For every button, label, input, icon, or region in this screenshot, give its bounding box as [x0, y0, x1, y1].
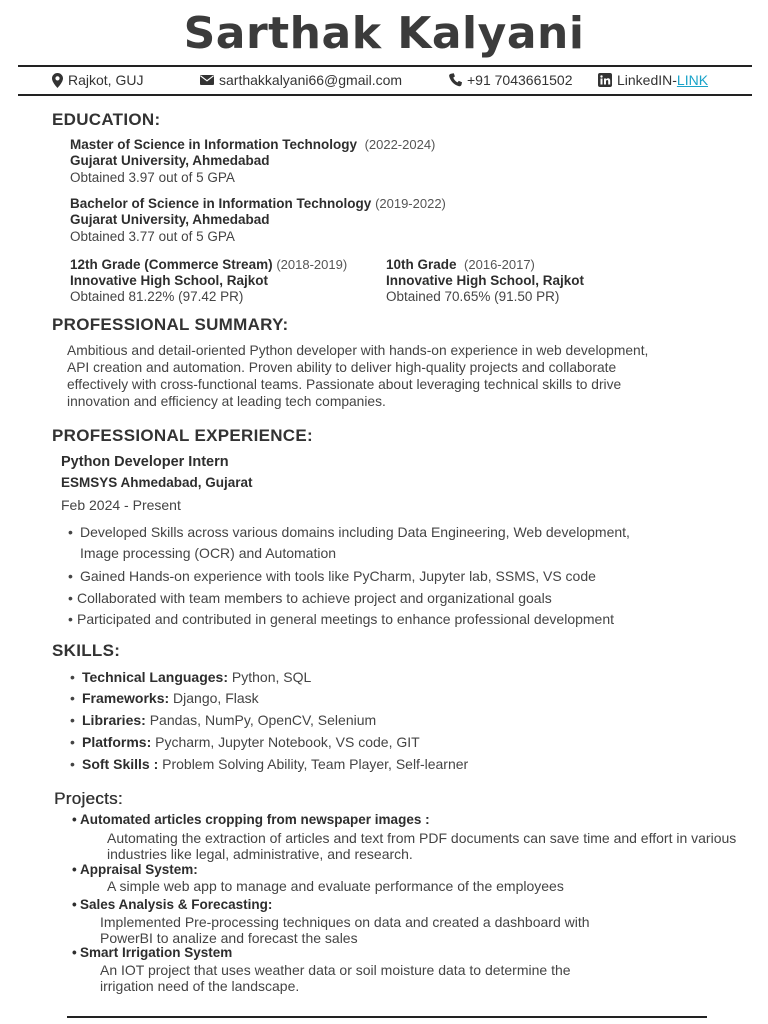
education-school-10th: Innovative High School, Rajkot — [386, 273, 585, 288]
experience-heading: PROFESSIONAL EXPERIENCE: — [52, 426, 313, 445]
skill-item: • Libraries: Pandas, NumPy, OpenCV, Selenium — [70, 712, 377, 728]
header-bottom-rule — [18, 94, 752, 96]
education-degree-10th: 10th Grade (2016-2017) — [386, 257, 535, 272]
location-pin-icon — [52, 73, 63, 88]
header-top-rule — [18, 65, 752, 67]
experience-bullet: • Developed Skills across various domains including Data Engineering, Web development, — [68, 524, 630, 540]
project-title: • Automated articles cropping from newspaper images : — [72, 812, 430, 827]
experience-bullet-continued: Image processing (OCR) and Automation — [80, 545, 337, 561]
linkedin-label: LinkedIN- — [617, 72, 677, 88]
education-heading: EDUCATION: — [52, 110, 161, 129]
education-score-12th: Obtained 81.22% (97.42 PR) — [70, 289, 244, 304]
project-description: Automating the extraction of articles and text from PDF documents can save time and effort in various industries like legal, administrative, and research. — [107, 830, 737, 862]
experience-bullet: • Gained Hands-on experience with tools like PyCharm, Jupyter lab, SSMS, VS code — [68, 568, 596, 584]
phone-text: +91 7043661502 — [467, 72, 573, 88]
experience-company: ESMSYS Ahmedabad, Gujarat — [61, 475, 253, 490]
contact-linkedin — [598, 72, 708, 88]
education-degree-12th: 12th Grade (Commerce Stream) (2018-2019) — [70, 257, 348, 272]
phone-icon — [449, 73, 462, 87]
envelope-icon — [200, 75, 214, 85]
education-score-bsc: Obtained 3.77 out of 5 GPA — [70, 229, 235, 244]
skill-item: • Platforms: Pycharm, Jupyter Notebook, VS code, GIT — [70, 734, 420, 750]
email-text: sarthakkalyani66@gmail.com — [219, 72, 403, 88]
project-title: • Sales Analysis & Forecasting: — [72, 897, 273, 912]
candidate-name: Sarthak Kalyani — [183, 8, 585, 59]
education-school-bsc: Gujarat University, Ahmedabad — [70, 212, 270, 227]
education-degree-bsc: Bachelor of Science in Information Technology (2019-2022) — [70, 196, 446, 211]
education-school-12th: Innovative High School, Rajkot — [70, 273, 269, 288]
summary-heading: PROFESSIONAL SUMMARY: — [52, 315, 289, 334]
experience-bullet: • Participated and contributed in general meetings to enhance professional development — [68, 611, 615, 627]
summary-text: Ambitious and detail-oriented Python developer with hands-on experience in web development, API creation and automation. Proven ability to deliver high-quality projects and collaborate effectively with cross-functional teams. Passionate about leveraging technical skills to drive innovation and efficiency at leading tech companies. — [67, 343, 649, 409]
location-text: Rajkot, GUJ — [68, 72, 144, 88]
project-description: A simple web app to manage and evaluate performance of the employees — [107, 878, 564, 894]
education-score-10th: Obtained 70.65% (91.50 PR) — [386, 289, 560, 304]
education-school-msc: Gujarat University, Ahmedabad — [70, 153, 270, 168]
education-score-msc: Obtained 3.97 out of 5 GPA — [70, 170, 235, 185]
skill-item: • Soft Skills : Problem Solving Ability, Team Player, Self-learner — [70, 756, 469, 772]
linkedin-icon — [598, 73, 612, 87]
experience-bullet: • Collaborated with team members to achieve project and organizational goals — [68, 590, 552, 606]
contact-bar — [18, 70, 752, 92]
project-title: • Smart Irrigation System — [72, 945, 233, 960]
project-description: Implemented Pre-processing techniques on data and created a dashboard with PowerBI to analize and forecast the sales — [100, 914, 590, 946]
projects-heading: Projects: — [54, 789, 123, 808]
contact-email[interactable] — [200, 72, 402, 88]
skills-heading: SKILLS: — [52, 641, 121, 660]
project-description: An IOT project that uses weather data or soil moisture data to determine the irrigation need of the landscape. — [100, 962, 571, 994]
contact-phone[interactable] — [449, 72, 573, 88]
education-degree-msc: Master of Science in Information Technology (2022-2024) — [70, 137, 436, 152]
contact-location — [52, 72, 143, 88]
project-title: • Appraisal System: — [72, 862, 198, 877]
footer-rule — [67, 1016, 707, 1018]
linkedin-link[interactable]: LINK — [676, 72, 709, 88]
experience-dates: Feb 2024 - Present — [61, 497, 181, 513]
skill-item: • Technical Languages: Python, SQL — [70, 669, 312, 685]
skill-item: • Frameworks: Django, Flask — [70, 690, 259, 706]
experience-role: Python Developer Intern — [61, 454, 229, 470]
